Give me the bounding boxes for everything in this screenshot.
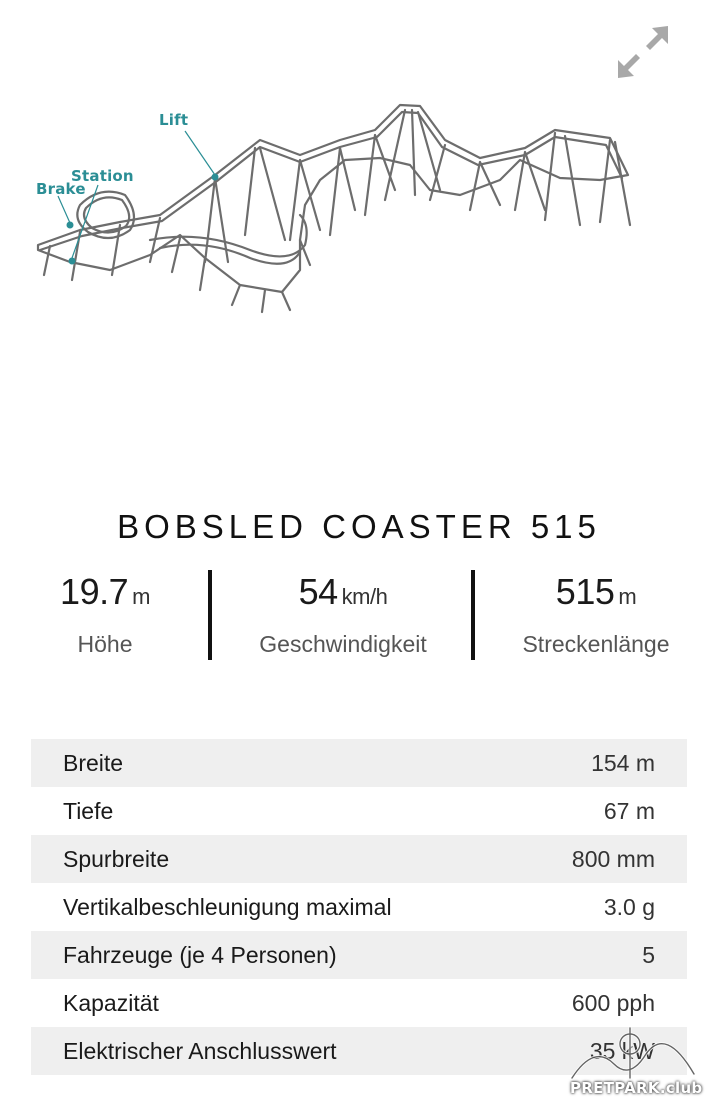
spec-value: 35 kW xyxy=(589,1038,655,1064)
spec-value: 154 m xyxy=(591,750,655,776)
spec-row-width xyxy=(31,739,687,787)
spec-label: Fahrzeuge (je 4 Personen) xyxy=(63,942,337,968)
stat-unit: m xyxy=(618,584,637,609)
spec-row-vertical-acceleration xyxy=(31,883,687,931)
spec-value: 67 m xyxy=(603,798,655,824)
spec-row-gauge xyxy=(31,835,687,883)
stat-speed xyxy=(234,566,452,663)
station-label: Station xyxy=(71,167,134,185)
product-title: BOBSLED COASTER 515 xyxy=(117,508,601,545)
spec-value: 800 mm xyxy=(571,846,655,872)
spec-label: Kapazität xyxy=(63,990,159,1016)
spec-row-vehicles xyxy=(31,931,687,979)
key-stats xyxy=(0,566,718,662)
spec-value: 600 pph xyxy=(571,990,655,1016)
coaster-track-image xyxy=(0,0,718,470)
stat-value: 19.7 xyxy=(60,571,129,612)
stat-track-length xyxy=(496,566,696,663)
spec-label: Elektrischer Anschlusswert xyxy=(63,1038,337,1064)
lift-label: Lift xyxy=(159,111,189,129)
roller-coaster-track-diagram-icon xyxy=(0,0,718,470)
stat-label: Geschwindigkeit xyxy=(259,631,427,657)
expand-button[interactable] xyxy=(612,22,674,84)
spec-row-capacity xyxy=(31,979,687,1027)
stat-value: 515 xyxy=(555,571,615,612)
brake-label: Brake xyxy=(36,180,86,198)
spec-row-depth xyxy=(31,787,687,835)
stat-label: Streckenlänge xyxy=(522,631,670,657)
spec-value: 5 xyxy=(642,942,655,968)
stat-divider xyxy=(471,570,475,660)
expand-icon xyxy=(612,22,674,84)
stat-divider xyxy=(208,570,212,660)
spec-label: Spurbreite xyxy=(63,846,170,872)
spec-value: 3.0 g xyxy=(603,894,655,920)
watermark-text: PRETPARK.club xyxy=(570,1079,703,1097)
stat-label: Höhe xyxy=(77,631,133,657)
spec-label: Breite xyxy=(63,750,124,776)
stat-unit: km/h xyxy=(341,584,388,609)
stat-value: 54 xyxy=(298,571,338,612)
stat-unit: m xyxy=(132,584,150,609)
stat-height xyxy=(18,566,192,663)
spec-label: Vertikalbeschleunigung maximal xyxy=(63,894,392,920)
spec-label: Tiefe xyxy=(63,798,114,824)
